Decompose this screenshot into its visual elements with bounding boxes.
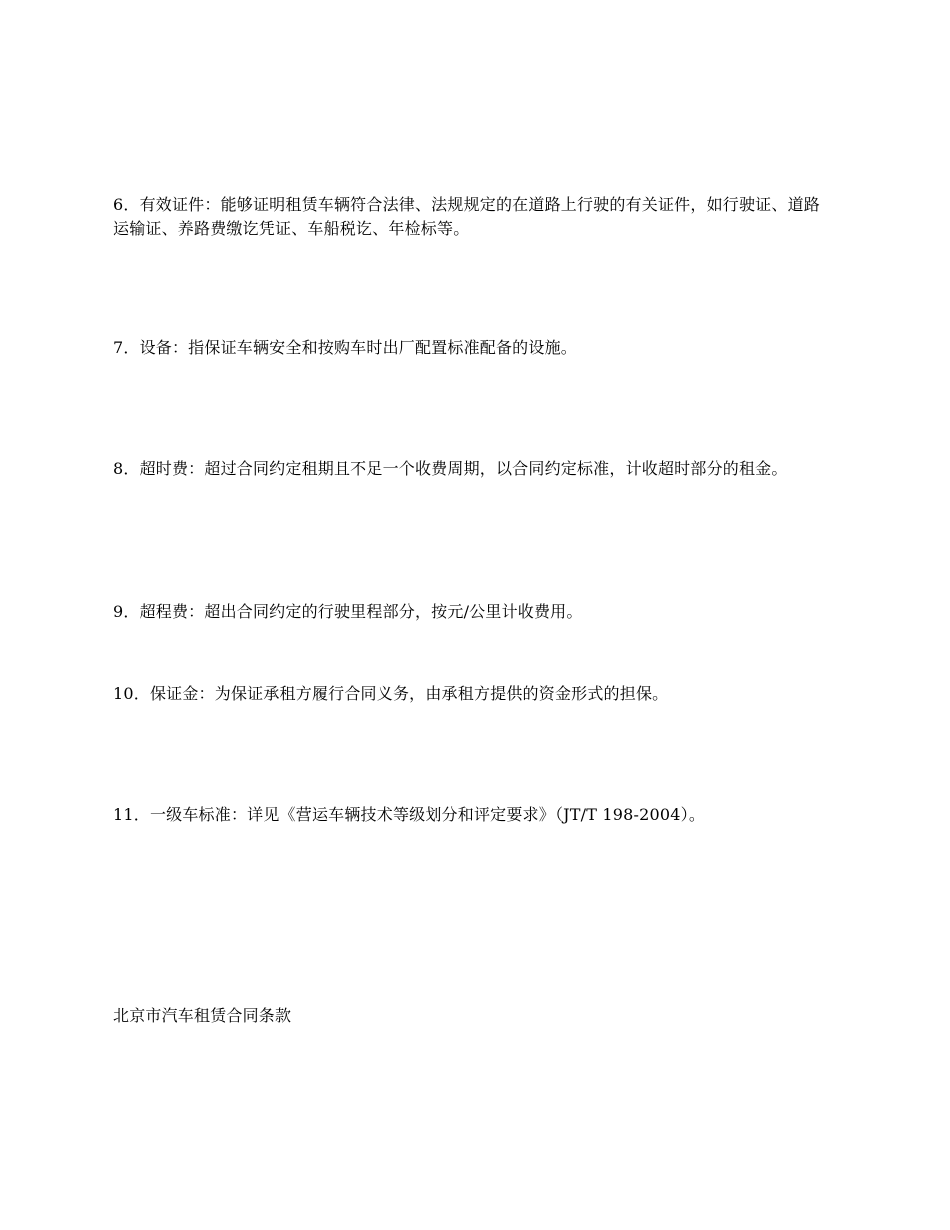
contract-title: 北京市汽车租赁合同条款 [113, 1006, 292, 1025]
definition-item-10: 10．保证金：为保证承租方履行合同义务，由承租方提供的资金形式的担保。 [113, 684, 669, 703]
definition-item-11: 11．一级车标准：详见《营运车辆技术等级划分和评定要求》（JT/T 198-2004）。 [113, 805, 706, 824]
definition-item-8: 8．超时费：超过合同约定租期且不足一个收费周期，以合同约定标准，计收超时部分的租金。 [113, 459, 788, 478]
definition-item-7: 7．设备：指保证车辆安全和按购车时出厂配置标准配备的设施。 [113, 338, 577, 357]
definition-item-6: 6．有效证件：能够证明租赁车辆符合法律、法规规定的在道路上行驶的有关证件，如行驶证、道路运输证、养路费缴讫凭证、车船税讫、年检标等。 [113, 195, 820, 238]
definition-item-9: 9．超程费：超出合同约定的行驶里程部分，按元/公里计收费用。 [113, 602, 583, 621]
